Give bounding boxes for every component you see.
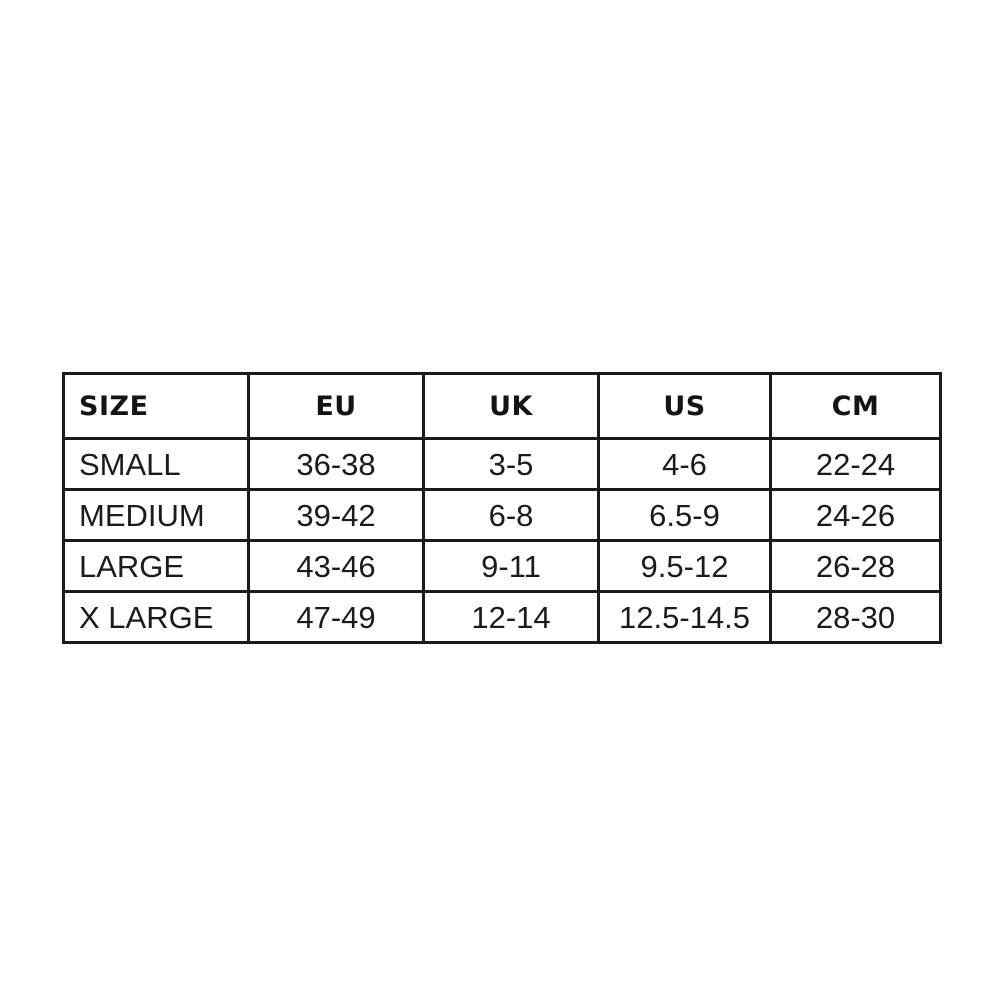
cell-uk bbox=[424, 490, 599, 541]
cell-uk bbox=[424, 592, 599, 643]
cell-eu bbox=[249, 541, 424, 592]
cell-cm bbox=[771, 439, 941, 490]
cell-eu bbox=[249, 592, 424, 643]
cell-uk-label: 9-11 bbox=[481, 548, 541, 584]
cell-us-label: 4-6 bbox=[662, 446, 707, 482]
cell-cm bbox=[771, 490, 941, 541]
cell-size-label: MEDIUM bbox=[79, 497, 205, 533]
table-row bbox=[64, 490, 941, 541]
table-row bbox=[64, 439, 941, 490]
column-header-cm bbox=[771, 374, 941, 439]
cell-size-label: X LARGE bbox=[79, 599, 214, 635]
cell-size bbox=[64, 490, 249, 541]
cell-cm-label: 28-30 bbox=[815, 599, 896, 635]
cell-uk bbox=[424, 439, 599, 490]
cell-us-label: 6.5-9 bbox=[649, 497, 720, 533]
cell-eu bbox=[249, 490, 424, 541]
cell-uk-label: 6-8 bbox=[488, 497, 534, 533]
table-row bbox=[64, 592, 941, 643]
column-header-us bbox=[599, 374, 771, 439]
column-header-eu-label: EU bbox=[315, 390, 357, 422]
column-header-size bbox=[64, 374, 249, 439]
cell-eu-label: 43-46 bbox=[296, 548, 376, 584]
cell-uk-label: 3-5 bbox=[488, 446, 534, 482]
cell-eu-label: 47-49 bbox=[296, 599, 376, 635]
cell-eu-label: 39-42 bbox=[296, 497, 376, 533]
cell-uk bbox=[424, 541, 599, 592]
table-row bbox=[64, 541, 941, 592]
cell-cm-label: 24-26 bbox=[815, 497, 896, 533]
cell-us bbox=[599, 592, 771, 643]
column-header-uk-label: UK bbox=[489, 390, 533, 422]
cell-us-label: 9.5-12 bbox=[640, 548, 729, 584]
column-header-size-label: SIZE bbox=[79, 390, 149, 422]
cell-cm bbox=[771, 592, 941, 643]
column-header-eu bbox=[249, 374, 424, 439]
cell-cm-label: 26-28 bbox=[815, 548, 896, 584]
cell-eu-label: 36-38 bbox=[296, 446, 376, 482]
column-header-uk bbox=[424, 374, 599, 439]
cell-cm bbox=[771, 541, 941, 592]
cell-size bbox=[64, 541, 249, 592]
cell-us bbox=[599, 439, 771, 490]
cell-size bbox=[64, 439, 249, 490]
size-chart-table bbox=[62, 372, 942, 644]
table-header-row bbox=[64, 374, 941, 439]
cell-size-label: LARGE bbox=[79, 548, 185, 584]
column-header-cm-label: CM bbox=[831, 390, 880, 422]
cell-eu bbox=[249, 439, 424, 490]
cell-us-label: 12.5-14.5 bbox=[619, 599, 750, 635]
cell-uk-label: 12-14 bbox=[471, 599, 551, 635]
cell-size-label: SMALL bbox=[79, 446, 181, 482]
cell-us bbox=[599, 490, 771, 541]
cell-us bbox=[599, 541, 771, 592]
cell-size bbox=[64, 592, 249, 643]
cell-cm-label: 22-24 bbox=[815, 446, 896, 482]
column-header-us-label: US bbox=[663, 390, 706, 422]
